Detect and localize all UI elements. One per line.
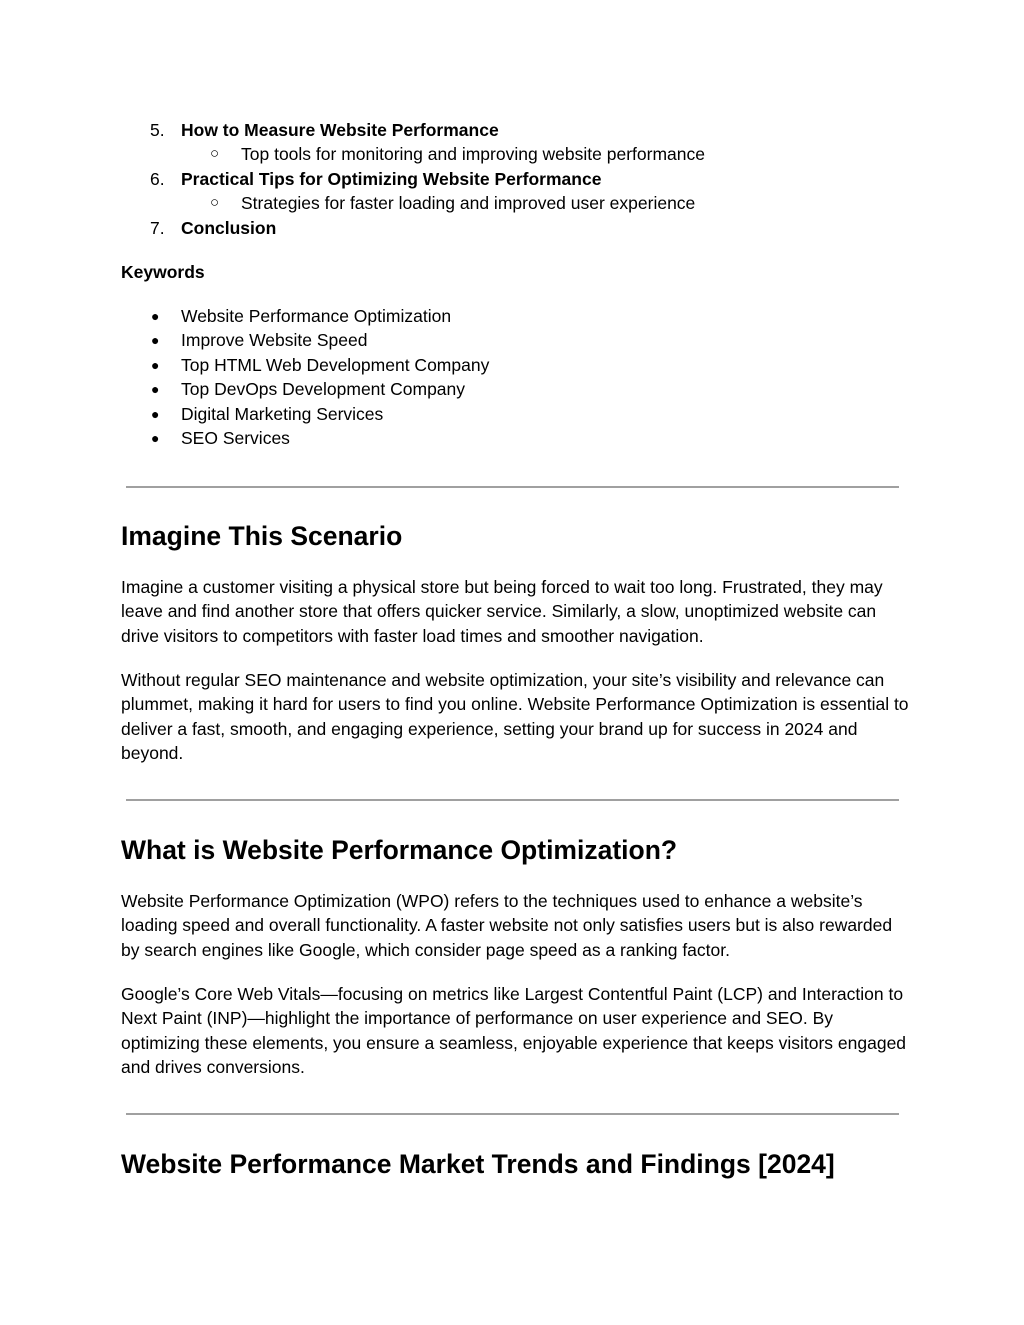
keywords-list	[121, 304, 901, 450]
bullet-icon: ●	[151, 332, 160, 349]
list-item	[121, 328, 901, 352]
section-title: Website Performance Market Trends and Findings [2024]	[121, 1149, 835, 1179]
list-item	[121, 426, 901, 450]
keyword-text: Top HTML Web Development Company	[181, 354, 490, 375]
section-title: What is Website Performance Optimization?	[121, 835, 678, 865]
keyword-text: Website Performance Optimization	[181, 305, 452, 326]
bullet-icon: ●	[151, 307, 160, 324]
keyword-text: SEO Services	[181, 427, 290, 448]
section-divider	[126, 486, 899, 488]
keyword-text: Improve Website Speed	[181, 330, 368, 351]
paragraph: Website Performance Optimization (WPO) refers to the techniques used to enhance a website’s loading speed and overall functionality. A faster website not only satisfies users but is also rewarded by search engines like Google, which consider page speed as a ranking factor.	[121, 891, 893, 960]
bullet-icon: ●	[151, 429, 160, 446]
outline-item	[121, 216, 901, 240]
outline-title: Conclusion	[181, 217, 277, 238]
list-item	[121, 304, 901, 328]
section-title: Imagine This Scenario	[121, 521, 403, 551]
keyword-text: Top DevOps Development Company	[181, 379, 466, 400]
outline-title: How to Measure Website Performance	[181, 120, 499, 140]
section-divider	[126, 799, 899, 801]
outline-subitem	[121, 142, 901, 166]
bullet-icon: ●	[151, 381, 160, 398]
section-divider	[126, 1113, 899, 1115]
paragraph: Imagine a customer visiting a physical store but being forced to wait too long. Frustrated, they may leave and find another store that offers quicker service. Similarly, a slow, unoptimized website can drive visitors to competitors with faster load times and smoother navigation.	[121, 577, 883, 646]
keyword-text: Digital Marketing Services	[181, 403, 384, 424]
outline-subitem	[121, 191, 901, 215]
bullet-icon: ●	[151, 405, 160, 422]
hollow-bullet-icon: ○	[210, 194, 220, 212]
list-item	[121, 402, 901, 426]
outline-title: Practical Tips for Optimizing Website Performance	[181, 168, 602, 189]
paragraph: Google’s Core Web Vitals—focusing on metrics like Largest Contentful Paint (LCP) and Interaction to Next Paint (INP)—highlight the importance of performance on user experience and SEO. By optimizing these elements, you ensure a seamless, enjoyable experience that keeps visitors engaged and drives conversions.	[121, 984, 907, 1078]
list-item	[121, 377, 901, 401]
list-item	[121, 353, 901, 377]
outline-number: 5.	[150, 120, 165, 140]
outline-number: 7.	[150, 217, 165, 238]
paragraph: Without regular SEO maintenance and website optimization, your site’s visibility and relevance can plummet, making it hard for users to find you online. Website Performance Optimization is essential to deliver a fast, smooth, and engaging experience, setting your brand up for success in 2024 and beyond.	[121, 670, 909, 764]
document-page	[121, 118, 909, 1179]
keywords-heading: Keywords	[121, 261, 205, 282]
outline-item	[121, 167, 901, 191]
outline-subitem-text: Top tools for monitoring and improving website performance	[241, 144, 705, 165]
outline-number: 6.	[150, 168, 165, 189]
outline-item	[121, 118, 901, 142]
bullet-icon: ●	[151, 356, 160, 373]
hollow-bullet-icon: ○	[210, 145, 220, 163]
outline-subitem-text: Strategies for faster loading and improved user experience	[241, 193, 696, 214]
outline-list	[121, 118, 901, 240]
